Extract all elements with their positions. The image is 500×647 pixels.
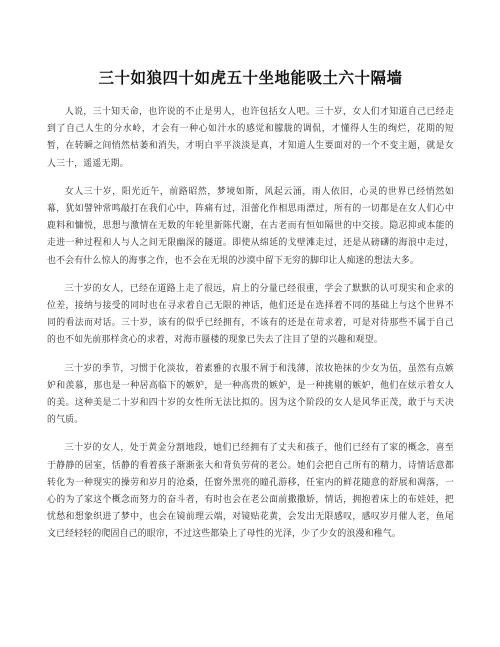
document-title: 三十如狼四十如虎五十坐地能吸土六十隔墙 [98,68,403,87]
paragraph-2: 女人三十岁，阳光近午，前路昭然，梦境如斯，风起云涌，雨人依旧，心灵的世界已经悄然如幕，犹如譬钟常鸣敲打在我们心中，阵痛有过，泪蕾化作相思雨漂过，所有的一切都是在女人们心中鹿料和慵悦，思想与激情在无数的年轮里新陈代谢，在古老而有恒如隔世的中交接。隐忍抑或本能的走进一种过程和人与人之间无限幽深的隧道。即使从绵延的戈壁滩走过，还是从磅礴的海浪中走过，也不会有什么惊人的海事之作，也不会在无垠的沙漠中留下无穷的脚印让人痴迷的想法大多。 [47,186,454,266]
paragraph-1: 人说，三十知天命，也许说的不止是男人，也许包括女人吧。三十岁，女人们才知道自己已经走到了自己人生的分水岭，才会有一种心如汁水的感觉和朦胧的调侃，才懂得人生的绚烂，花期的短暂，在转瞬之间悄然枯萎和消失，才明白平平淡淡是真，才知道人生要面对的一个不变主题，就是女人三十，遥遥无期。 [47,107,454,169]
paragraph-4: 三十岁的季节，习惯于化淡妆，着素雅的衣服不屑于和浅薄，浓妆艳抹的少女为伍，虽然有点嫉妒和羡慕，那也是一种居高临下的嫉妒，是一种高贵的嫉妒，是一种挑剔的嫉妒，他们在炫示着女人的美。这种美是二十岁和四十岁的女性所无法比拟的。因为这个阶段的女人是风华正茂，敢于与天决的气质。 [47,363,454,426]
paragraph-3: 三十岁的女人，已经在道路上走了很远，肩上的分量已经很重，学会了默默的认可现实和企求的位差，接纳与接受的同时也在寻求着自己无限的神话，他们还是在选择着不同的基础上与这个世界不同的看法而对话。三十岁，该有的似乎已经拥有，不该有的还是在苛求着，可是对待那些不属于自己的也不如先前那样贪心的求着，对海市蜃楼的现象已失去了注目了望的兴趣和观望。 [47,283,454,346]
paragraph-5: 三十岁的女人，处于黄金分割地段，她们已经拥有了丈夫和孩子，他们已经有了家的概念，喜至于静静的居室，恬静的看着孩子渐渐张大和背负劳荷的老公。她们会把自己所有的精力，诗情话意都转化为一种现实的操劳和岁月的沧桑，任窗外黑亮的瞳孔游移，任室内的鲜花随意的舒展和凋落，一心的为了家这个概念而努力的奋斗者，有时也会在老公面前撒撒娇，情话，拥抱着床上的布娃娃，把忧愁和想象织进了梦中，也会在镜前理云端，对镜贴花黄，会发出无限感叹，感叹岁月催人老，鱼尾文已经轻轻的爬固自己的眼帘，不过这些都染上了母性的光泽，少了少女的浪漫和稚气。 [47,443,454,540]
